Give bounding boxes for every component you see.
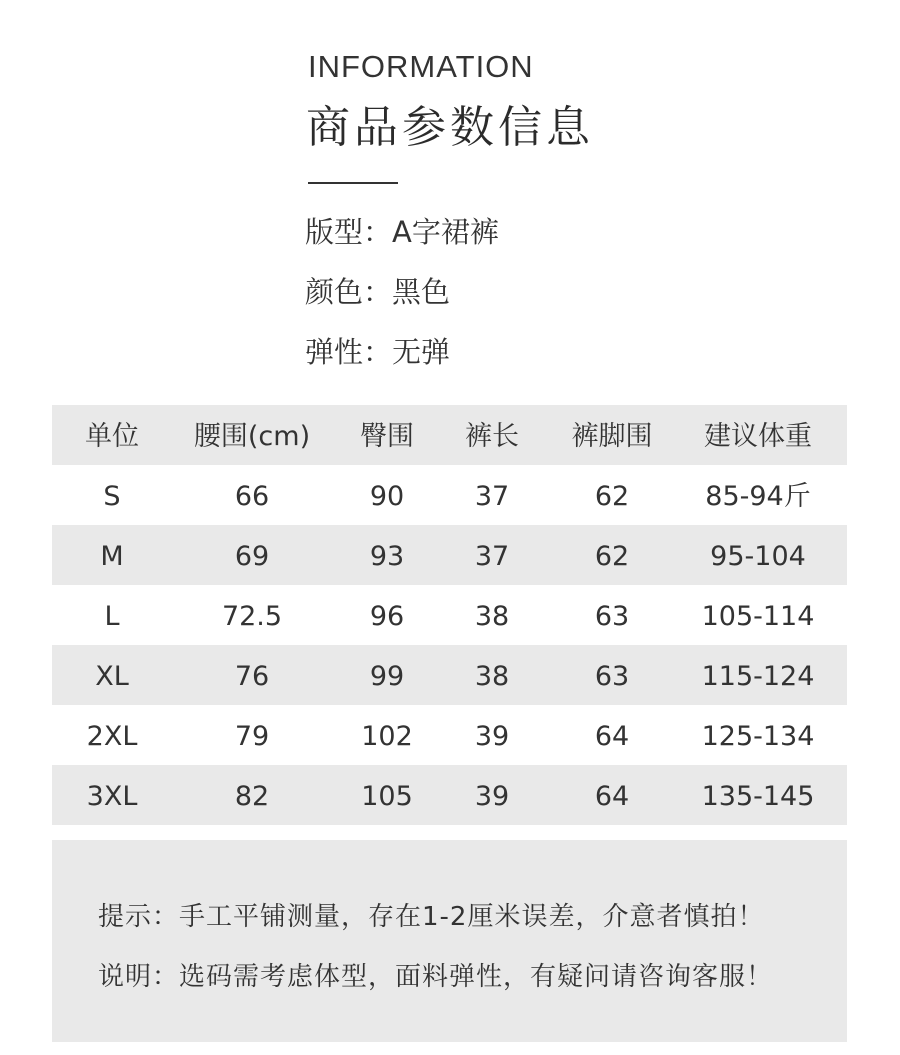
sizing-explanation: 说明：选码需考虑体型，面料弹性，有疑问请咨询客服！ [98,962,774,992]
cell-size: M [100,541,124,572]
column-header-hem: 裤脚围 [571,421,653,452]
cell-length: 38 [474,661,510,692]
column-header-waist: 腰围(cm) [193,421,311,452]
cell-size: 3XL [86,781,138,812]
cell-hip: 102 [361,721,413,752]
attribute-color [305,264,499,324]
cell-weight: 95-104 [710,541,806,572]
table-row [52,465,847,525]
attribute-value: 无弹 [392,335,451,369]
cell-waist: 72.5 [221,601,283,632]
cell-hip: 96 [369,601,405,632]
cell-hem: 62 [594,481,630,512]
cell-length: 37 [474,541,510,572]
cell-hem: 64 [594,721,630,752]
subtitle-english: INFORMATION [308,49,534,84]
attribute-fit [305,204,499,264]
cell-hip: 105 [361,781,413,812]
cell-size: 2XL [86,721,138,752]
column-header-hip: 臀围 [360,421,414,452]
cell-length: 38 [474,601,510,632]
cell-size: L [104,601,120,632]
table-row [52,525,847,585]
attribute-label: 颜色： [305,275,393,309]
attribute-value: 黑色 [392,275,451,309]
cell-weight: 135-145 [701,781,815,812]
cell-length: 39 [474,721,510,752]
cell-size: S [103,481,121,512]
cell-waist: 66 [234,481,270,512]
product-attributes [305,204,499,384]
size-table [52,405,847,825]
cell-hem: 63 [594,661,630,692]
cell-length: 37 [474,481,510,512]
cell-waist: 82 [234,781,270,812]
cell-hem: 63 [594,601,630,632]
measurement-tip: 提示：手工平铺测量，存在1-2厘米误差，介意者慎拍！ [98,902,765,932]
cell-hip: 93 [369,541,405,572]
cell-weight: 125-134 [701,721,815,752]
table-row [52,585,847,645]
cell-waist: 76 [234,661,270,692]
cell-hip: 99 [369,661,405,692]
title-underline [308,182,398,184]
cell-waist: 79 [234,721,270,752]
cell-hem: 62 [594,541,630,572]
cell-waist: 69 [234,541,270,572]
column-header-unit: 单位 [85,421,139,452]
cell-weight: 115-124 [701,661,815,692]
attribute-elasticity [305,324,499,384]
table-row [52,705,847,765]
column-header-length: 裤长 [465,421,519,452]
attribute-value: A字裙裤 [392,215,499,249]
table-row [52,765,847,825]
attribute-label: 版型： [305,215,393,249]
cell-length: 39 [474,781,510,812]
notes-panel [52,840,847,1042]
table-header-row [52,405,847,465]
table-row [52,645,847,705]
cell-hem: 64 [594,781,630,812]
column-header-weight: 建议体重 [704,421,812,452]
attribute-label: 弹性： [305,335,393,369]
cell-weight: 105-114 [701,601,815,632]
cell-hip: 90 [369,481,405,512]
cell-weight: 85-94斤 [705,481,811,512]
page-title: 商品参数信息 [306,102,594,153]
cell-size: XL [95,661,129,692]
